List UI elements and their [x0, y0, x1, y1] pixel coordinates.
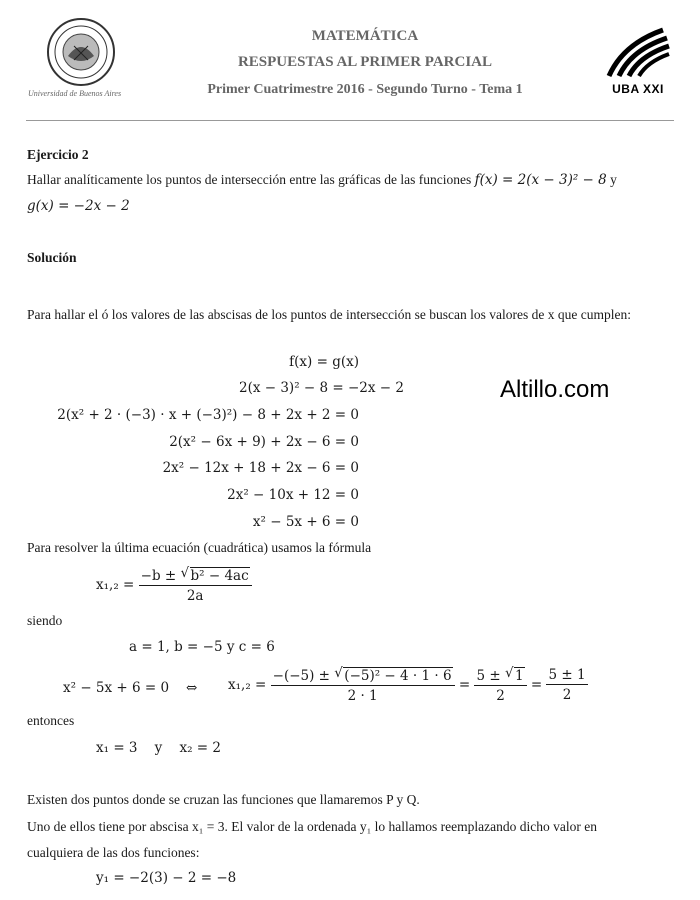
solution-title: Solución [27, 250, 77, 265]
exercise-title: Ejercicio 2 [27, 147, 89, 162]
eq-step-4: 2(x² − 6x + 9) + 2x − 6 = 0 [169, 434, 359, 450]
uba-xxi-logo-text: UBA XXI [612, 82, 664, 96]
quadratic-formula [96, 566, 252, 604]
header-subtitle: RESPUESTAS AL PRIMER PARCIAL [237, 54, 493, 70]
roots: x₁ = 3 y x₂ = 2 [96, 740, 221, 756]
sqrt-sign: √ [180, 565, 190, 581]
calc-sqrt-2 [505, 666, 525, 684]
calc-num2-pre: 5 ± [476, 668, 501, 684]
watermark: Altillo.com [500, 376, 610, 403]
formula-denominator: 2a [186, 588, 204, 604]
calc-denominator-3: 2 [562, 687, 572, 703]
calc-equals-1: = [458, 677, 471, 693]
calc-fraction-1 [271, 666, 455, 704]
sqrt-sign: √ [504, 665, 514, 681]
formula-sqrt [181, 566, 250, 584]
calc-fraction-3 [546, 667, 587, 703]
calc-formula [228, 666, 588, 704]
calc-numerator-2 [474, 666, 526, 686]
formula-num-pre: −b ± [140, 568, 177, 584]
calc-lhs: x₁,₂ = [228, 677, 267, 693]
exercise-statement-line1 [27, 172, 617, 188]
eq-step-1: f(x) = g(x) [289, 354, 359, 370]
calc-fraction-2 [474, 666, 526, 704]
uba-seal-caption: Universidad de Buenos Aires [28, 89, 122, 98]
formula-radicand: b² − 4ac [190, 568, 249, 584]
eq-step-5: 2x² − 12x + 18 + 2x − 6 = 0 [162, 460, 359, 476]
calc-denominator-2: 2 [496, 688, 505, 704]
entonces-label: entonces [27, 713, 75, 728]
eq-step-6: 2x² − 10x + 12 = 0 [227, 487, 359, 503]
ordinate-text-1: Uno de ellos tiene por abscisa x₁ = 3. El valor de la ordenada y₁ lo hallamos reemplazando dicho valor en [27, 819, 597, 834]
formula-fraction [139, 566, 252, 604]
calc-numerator-1 [271, 666, 455, 686]
siendo-label: siendo [27, 613, 63, 628]
formula-numerator [139, 566, 252, 586]
conjunction-y: y [610, 172, 617, 187]
header-term: Primer Cuatrimestre 2016 - Segundo Turno - Tema 1 [207, 82, 523, 97]
g-definition: g(x) = −2x − 2 [27, 198, 130, 214]
coefficients: a = 1, b = −5 y c = 6 [129, 639, 275, 655]
quadratic-intro: Para resolver la última ecuación (cuadrática) usamos la fórmula [27, 540, 372, 555]
calc-equals-2: = [530, 677, 543, 693]
calc-numerator-3: 5 ± 1 [548, 667, 586, 683]
uba-xxi-logo [603, 26, 673, 94]
uba-seal-logo [38, 16, 124, 88]
calc-radicand-1: (−5)² − 4 · 1 · 6 [344, 668, 452, 684]
f-definition: f(x) = 2(x − 3)² − 8 [474, 172, 607, 188]
calc-denominator-1: 2 · 1 [347, 688, 378, 704]
eq-step-7: x² − 5x + 6 = 0 [252, 514, 359, 530]
sqrt-sign: √ [334, 665, 343, 681]
eq-step-3: 2(x² + 2 · (−3) · x + (−3)²) − 8 + 2x + 2 = 0 [57, 407, 359, 423]
formula-lhs: x₁,₂ = [96, 577, 135, 593]
y1-value: y₁ = −2(3) − 2 = −8 [96, 870, 237, 886]
ordinate-text-2: cualquiera de las dos funciones: [27, 845, 200, 860]
calc-equation: x² − 5x + 6 = 0 [63, 680, 170, 696]
calc-sqrt-1 [334, 666, 452, 684]
calc-radicand-2: 1 [514, 668, 524, 684]
header-divider [26, 120, 674, 121]
points-text: Existen dos puntos donde se cruzan las funciones que llamaremos P y Q. [27, 792, 420, 807]
exercise-statement: Hallar analíticamente los puntos de intersección entre las gráficas de las funciones [27, 172, 472, 187]
calc-arrow: ⇔ [186, 680, 198, 696]
solution-intro: Para hallar el ó los valores de las abscisas de los puntos de intersección se buscan los valores de x que cumplen: [27, 307, 631, 322]
calc-num-pre: −(−5) ± [272, 668, 330, 684]
eq-step-2: 2(x − 3)² − 8 = −2x − 2 [238, 380, 404, 396]
header-title: MATEMÁTICA [311, 28, 419, 44]
